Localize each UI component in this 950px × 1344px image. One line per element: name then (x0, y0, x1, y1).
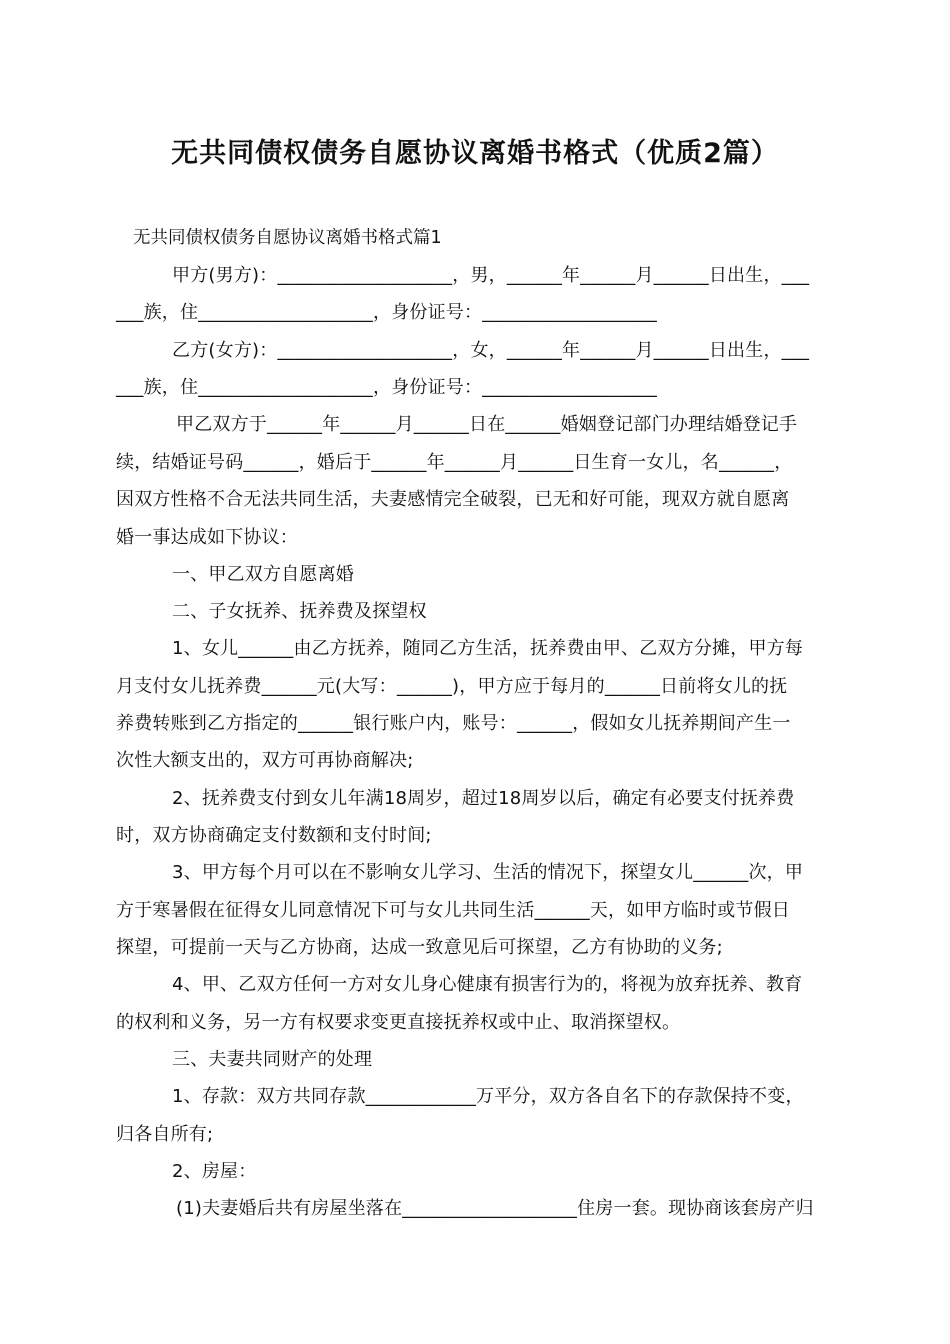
paragraph-line: 甲方(男方)：___________________，男，______年______月______日出生，___ (172, 265, 810, 286)
paragraph-line: 月支付女儿抚养费______元(大写：______)，甲方应于每月的______日前将女儿的抚 (116, 676, 788, 697)
paragraph-line: 婚一事达成如下协议： (116, 527, 298, 548)
section-heading: 一、甲乙双方自愿离婚 (172, 564, 354, 585)
document-title: 无共同债权债务自愿协议离婚书格式（优质2篇） (171, 138, 779, 169)
paragraph-line: 探望，可提前一天与乙方协商，达成一致意见后可探望，乙方有协助的义务; (116, 937, 723, 958)
paragraph-line: 乙方(女方)：___________________，女，______年______月______日出生，___ (172, 340, 810, 361)
section-heading: 三、夫妻共同财产的处理 (172, 1049, 373, 1070)
paragraph-line: ___族，住___________________，身份证号：___________________ (116, 377, 657, 398)
paragraph-line: ___族，住___________________，身份证号：___________________ (116, 302, 657, 323)
paragraph-line: 2、房屋： (172, 1161, 257, 1182)
paragraph-line: 甲乙双方于______年______月______日在______婚姻登记部门办理结婚登记手 (176, 414, 798, 435)
paragraph-line: 因双方性格不合无法共同生活，夫妻感情完全破裂，已无和好可能，现双方就自愿离 (116, 489, 790, 510)
paragraph-line: 养费转账到乙方指定的______银行账户内，账号：______，假如女儿抚养期间产生一 (116, 713, 791, 734)
paragraph-line: 1、存款：双方共同存款____________万平分，双方各自名下的存款保持不变， (172, 1086, 804, 1107)
paragraph-line: 2、抚养费支付到女儿年满18周岁，超过18周岁以后，确定有必要支付抚养费 (172, 788, 795, 809)
paragraph-line: 续，结婚证号码______，婚后于______年______月______日生育一女儿，名______， (116, 452, 793, 473)
section-heading: 无共同债权债务自愿协议离婚书格式篇1 (133, 228, 442, 248)
paragraph-line: 方于寒暑假在征得女儿同意情况下可与女儿共同生活______天，如甲方临时或节假日 (116, 900, 790, 921)
paragraph-line: 次性大额支出的，双方可再协商解决; (116, 750, 414, 771)
paragraph-line: 时，双方协商确定支付数额和支付时间; (116, 825, 432, 846)
paragraph-line: 1、女儿______由乙方抚养，随同乙方生活，抚养费由甲、乙双方分摊，甲方每 (172, 638, 804, 659)
section-heading: 二、子女抚养、抚养费及探望权 (172, 601, 427, 622)
paragraph-line: (1)夫妻婚后共有房屋坐落在___________________住房一套。现协商该套房产归 (176, 1198, 814, 1219)
paragraph-line: 归各自所有; (116, 1124, 214, 1145)
paragraph-line: 4、甲、乙双方任何一方对女儿身心健康有损害行为的，将视为放弃抚养、教育 (172, 974, 803, 995)
paragraph-line: 3、甲方每个月可以在不影响女儿学习、生活的情况下，探望女儿______次，甲 (172, 862, 804, 883)
paragraph-line: 的权利和义务，另一方有权要求变更直接抚养权或中止、取消探望权。 (116, 1012, 681, 1033)
